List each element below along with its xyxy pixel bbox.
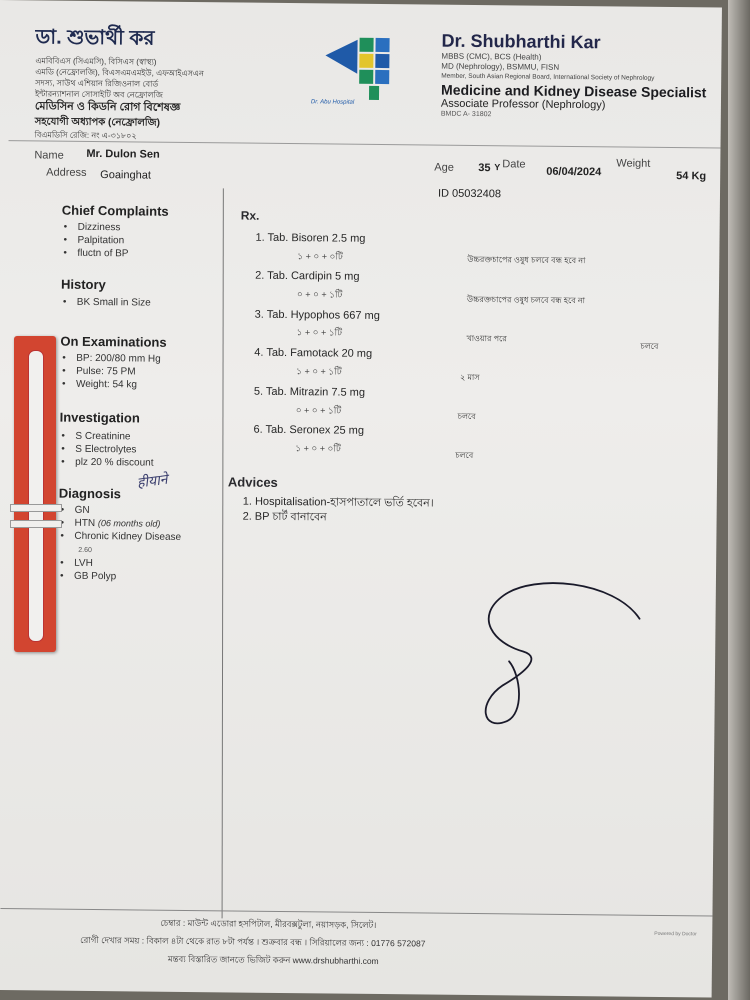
name-label: Name bbox=[34, 149, 64, 162]
list-item: • Pulse: 75 PM bbox=[60, 365, 161, 379]
list-item bbox=[58, 517, 184, 531]
clip-bar bbox=[10, 504, 62, 512]
position-en: Associate Professor (Nephrology) bbox=[440, 97, 606, 112]
list-item: • S Creatinine bbox=[59, 430, 154, 444]
medication-dose: ১ + ০ + ১টি bbox=[296, 327, 343, 338]
logo-caption: Dr. Abu Hospital bbox=[310, 99, 355, 106]
exam-title: On Examinations bbox=[60, 333, 167, 350]
medication-dose: ০ + ০ + ১টি bbox=[295, 405, 342, 416]
list-item bbox=[58, 530, 184, 558]
header-english bbox=[441, 31, 732, 121]
age-unit: Y bbox=[494, 162, 501, 173]
medication-dose: ০ + ০ + ১টি bbox=[296, 289, 343, 300]
handwritten-note: हीयाने bbox=[136, 470, 169, 491]
list-item: • Palpitation bbox=[61, 234, 128, 248]
list-item: • S Electrolytes bbox=[59, 443, 154, 457]
visit-date: 06/04/2024 bbox=[546, 165, 602, 179]
investigation-list bbox=[59, 430, 154, 470]
doctor-name-en: Dr. Shubharthi Kar bbox=[441, 30, 601, 53]
diagnosis-htn: HTN bbox=[74, 517, 96, 530]
medication-instruction: চলবে bbox=[457, 411, 476, 422]
list-item: • fluctn of BP bbox=[61, 247, 128, 261]
footer-divider bbox=[0, 908, 712, 916]
paper-clip bbox=[14, 336, 56, 652]
list-item: • GN bbox=[59, 504, 185, 518]
membership-line-en: Member, South Asian Regional Board, International Society of Nephrology bbox=[441, 72, 655, 82]
rx-title: Rx. bbox=[240, 208, 260, 223]
patient-name: Mr. Dulon Sen bbox=[86, 147, 160, 161]
address-label: Address bbox=[46, 166, 87, 179]
list-item: • GB Polyp bbox=[58, 570, 184, 584]
medication-instruction: উচ্চরক্তচাপের ওষুধ চলবে বন্ধ হবে না bbox=[467, 254, 586, 266]
history-list bbox=[61, 296, 151, 310]
specialty-en: Medicine and Kidney Disease Specialist bbox=[441, 81, 707, 101]
specialty-bn: মেডিসিন ও কিডনি রোগ বিশেষজ্ঞ bbox=[34, 100, 181, 114]
footer-chamber: চেম্বার : মাউন্ট এডোরা হসপিটাল, মীরবক্সটুলা, নয়াসড়ক, সিলেট। bbox=[160, 917, 377, 930]
advices-title: Advices bbox=[227, 474, 278, 490]
patient-age: 35 bbox=[478, 162, 491, 175]
medication-name: 2. Tab. Cardipin 5 mg bbox=[255, 269, 360, 283]
advice-item: 2. BP চার্ট বানাবেন bbox=[242, 510, 327, 524]
history-title: History bbox=[60, 276, 106, 293]
medication-name: 3. Tab. Hypophos 667 mg bbox=[254, 308, 380, 322]
medication-instruction: চলবে bbox=[455, 450, 474, 460]
exam-list bbox=[60, 352, 161, 392]
column-divider bbox=[222, 188, 224, 918]
clip-bar bbox=[10, 520, 62, 528]
htn-note: (06 months old) bbox=[97, 518, 161, 529]
complaints-title: Chief Complaints bbox=[61, 202, 169, 219]
degree-line-bn: এমডি (নেফ্রোলজি), বিএসএমএমইউ, এফআইএসএন bbox=[35, 67, 204, 79]
diagnosis-ckd: Chronic Kidney Disease bbox=[74, 530, 182, 543]
medication-dose: ১ + ০ + ০টি bbox=[295, 443, 341, 454]
age-label: Age bbox=[434, 161, 454, 174]
medication-instruction: চলবে bbox=[640, 341, 659, 351]
list-item: • plz 20 % discount bbox=[59, 456, 154, 470]
list-item: • LVH bbox=[58, 557, 184, 571]
date-label: Date bbox=[502, 158, 526, 171]
advice-item: 1. Hospitalisation-হাসপাতালে ভর্তি হবেন। bbox=[242, 495, 434, 510]
reg-bn: বিএমডিসি রেজি: নং এ-৩১৮০২ bbox=[34, 130, 137, 141]
doctor-name-bn: ডা. শুভার্থী কর bbox=[35, 26, 155, 50]
reg-en: BMDC A- 31802 bbox=[440, 110, 492, 119]
position-bn: সহযোগী অধ্যাপক (নেফ্রোলজি) bbox=[34, 116, 161, 129]
medication-instruction: খাওয়ার পরে bbox=[466, 333, 507, 344]
patient-address: Goainghat bbox=[100, 169, 151, 182]
degree-line-bn: এমবিবিএস (সিএমসি), বিসিএস (স্বাস্থ্য) bbox=[35, 56, 157, 67]
ckd-note: 2.60 bbox=[78, 546, 92, 554]
medication-dose: ১ + ০ + ১টি bbox=[296, 366, 342, 377]
medication-instruction: ২ মাস bbox=[460, 372, 480, 383]
list-item: • BP: 200/80 mm Hg bbox=[60, 352, 161, 366]
membership-line-bn: ইন্টারন্যাশনাল সোসাইটি অব নেফ্রোলজি bbox=[34, 89, 163, 100]
footer-hours: রোগী দেখার সময় : বিকাল ৪টা থেকে রাত ৮টা পর্যন্ত । শুক্রবার বন্ধ । সিরিয়ালের জন্য : 01776 572087 bbox=[80, 934, 426, 949]
footer-tag: Powered by Doctor bbox=[654, 930, 697, 938]
medication-name: 5. Tab. Mitrazin 7.5 mg bbox=[253, 385, 366, 399]
list-item: • Dizziness bbox=[62, 221, 129, 235]
medication-instruction: উচ্চরক্তচাপের ওষুধ চলবে বন্ধ হবে না bbox=[466, 294, 586, 306]
investigation-title: Investigation bbox=[59, 409, 140, 426]
membership-line-bn: সদস্য, সাউথ এশিয়ান রিজিওনাল বোর্ড bbox=[35, 78, 159, 89]
patient-id: ID 05032408 bbox=[437, 187, 502, 201]
degree-line-en: MBBS (CMC), BCS (Health) bbox=[441, 51, 542, 62]
doctor-signature bbox=[462, 565, 654, 737]
diagnosis-list bbox=[58, 504, 185, 584]
patient-weight: 54 Kg bbox=[676, 170, 707, 183]
list-item: • Weight: 54 kg bbox=[60, 378, 161, 392]
weight-label: Weight bbox=[616, 157, 651, 170]
diagnosis-title: Diagnosis bbox=[58, 485, 122, 502]
medication-name: 6. Tab. Seronex 25 mg bbox=[253, 423, 365, 437]
clip-inner bbox=[28, 350, 44, 642]
medication-name: 1. Tab. Bisoren 2.5 mg bbox=[255, 231, 366, 245]
footer-website: মন্তব্য বিস্তারিত জানতে ভিজিট করুন www.drshubharthi.com bbox=[167, 953, 379, 967]
degree-line-en: MD (Nephrology), BSMMU, FISN bbox=[441, 61, 560, 72]
page-edge-shadow bbox=[728, 0, 750, 1000]
complaints-list bbox=[61, 221, 129, 261]
header-bangla bbox=[35, 22, 326, 143]
medication-name: 4. Tab. Famotack 20 mg bbox=[254, 346, 373, 360]
medication-dose: ১ + ০ + ০টি bbox=[297, 251, 343, 262]
list-item: • BK Small in Size bbox=[61, 296, 151, 310]
